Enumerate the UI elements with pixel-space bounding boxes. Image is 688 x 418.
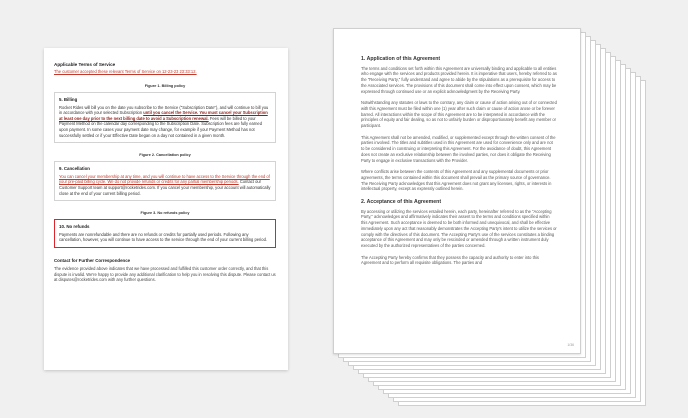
policy-heading: 10. No refunds [59,224,90,230]
no-refunds-policy-box [54,219,276,248]
terms-document-page [333,28,581,354]
policy-heading: 5. Billing [59,97,78,102]
section-1-paragraph: This Agreement shall not be amended, modified, or supplemented except through the written consent of the parties involved. The titles and subtitles used in this Agreement are used for convenience only and are not to be considered in construing or interpreting this Agreement. For the avoidance of doubt, this Agreement does not create an exclusive relationship between the involved parties, nor does it obligate the Receiving Party to engage in exclusive transactions with the Provider. [361,134,556,163]
figure-caption: Figure 1. Billing policy [144,84,186,88]
policy-heading: 9. Cancellation [59,166,90,172]
contact-text: The evidence provided above indicates that we have processed and fulfilled this customer order correctly, and that this dispute is invalid. We're happy to provide any additional clarification to help you in resolving this dispute. Please contact us at disputes@rocketrides.com with any further questions. [54,265,276,283]
evidence-page [44,48,288,370]
cancellation-policy-box [54,161,276,201]
acceptance-notice: The customer accepted these relevant Terms of Service on 12-23-23 23:33:12. [54,69,197,74]
section-1-paragraph: The terms and conditions set forth within this Agreement are universally binding and applicable to all entities who engage with the services and products provided herein. It is imperative that users, hereby referred to as the "Receiving Party," fully understand and agree to abide by the stipulations as a prerequisite for access to the Associated services. The provisions of this document shall come into effect upon consent, which may be expressed through continued use or an explicit acknowledgment by the Receiving Party. [361,65,557,94]
section-1-paragraph: Notwithstanding any statutes or laws to the contrary, any claim or cause of action arising out of or connected with this Agreement must be filed within one (1) year after such claim or cause of action arose or be forever barred. All interactions within the scope of this Agreement are to be interpreted in accordance with the principles of equity and fair dealing, so as not to unfairly burden or disproportionately benefit any member or participant. [361,100,557,129]
figure-caption: Figure 2. Cancellation policy [139,153,191,158]
section-2-paragraph: By accessing or utilizing the services entailed herein, each party, hereinafter referred to as the "Accepting Party," acknowledges and affirmatively indicates their assent to the terms and conditions specified within this Agreement. Such acceptance is deemed to be both informed and unequivocal, and shall be effective immediately upon any act that reasonably demonstrates the Accepting Party's intent to utilize the services or comply with the directives of this document. The Accepting Party's use of the services constitutes a binding acceptance of this Agreement and may only be rescinded or amended through a written instrument duly executed by the authorized representatives of the parties concerned. [361,208,557,248]
section-2-paragraph: The Accepting Party hereby confirms that they possess the capacity and authority to enter into this Agreement and to perform all requisite obligations. The parties and [361,254,539,266]
contact-heading: Contact for Further Correspondence [54,257,131,263]
section-2-heading: 2. Acceptance of this Agreement [361,199,442,206]
policy-text: Fees will be billed to your Payment Method on the calendar day corresponding to the Subscription Date. Subscription fees are fully earned upon payment. In some cases your payment date may change, for example if your Payment Method has not successfully settled or if your Effective Date began on a day not contained in a given month. [59,115,262,138]
page-number: 1/36 [567,343,574,347]
policy-text: Rocket Rides will bill you on the date you subscribe to the Service ("Subscription Date"), and will continue to bill you in accordance with your selected Subscription [59,104,269,116]
section-1-heading: 1. Application of this Agreement [361,56,441,62]
section-1-paragraph: Where conflicts arise between the contents of this Agreement and any supplemental documents or prior agreements, the terms contained within this document shall prevail as the primary source of governance. The Receiving Party acknowledges that this Agreement does not grant any licenses, rights, or interests in intellectual property, except as expressly outlined herein. [361,169,552,192]
figure-caption: Figure 3. No refunds policy [140,211,190,216]
billing-policy-box [54,92,276,143]
policy-highlight: You can cancel your membership at any time, and you will continue to have access to the Service through the end of your pre-paid billing cycle. We do not provide refunds or credits for any partial membership periods. [59,173,270,185]
page-title: Applicable Terms of Service [54,62,116,67]
policy-highlight: until you cancel the Service. You must cancel your Subscription at least one day prior to the next billing date to avoid a Subscription renewal. [59,110,268,121]
policy-text: Payments are nonrefundable and there are no refunds or credits for partially used periods. Following any cancellation, however, you will continue to have access to the service through the end of your current billing period. [59,231,267,243]
policy-text: Contact our Customer Support team at support@rocketrides.com. If you cancel your membership, your account will automatically close at the end of your current billing period. [59,179,271,196]
